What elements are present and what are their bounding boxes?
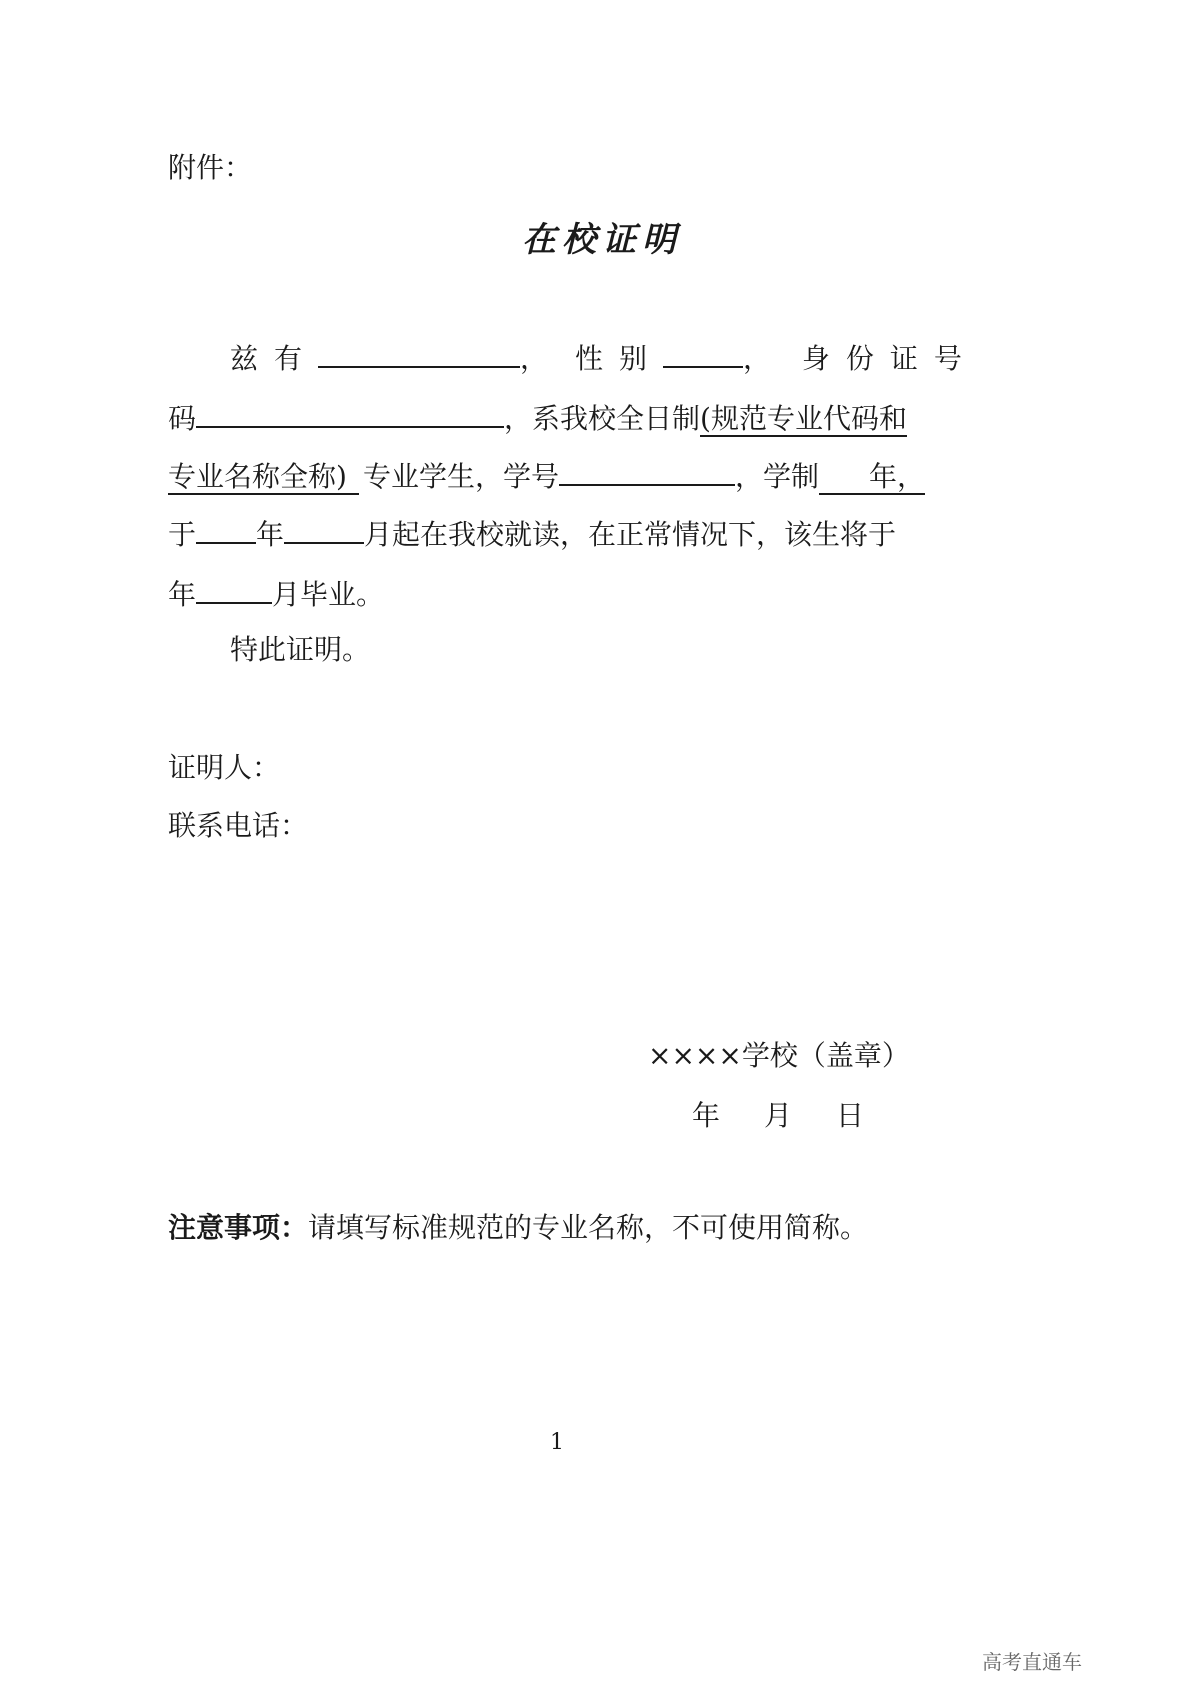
gender-blank[interactable] <box>663 336 743 368</box>
id-suffix: 码 <box>168 402 197 435</box>
duration-blank-year[interactable]: 年， <box>819 460 925 495</box>
page-number: 1 <box>550 1430 564 1455</box>
grad-sentence: 月毕业。 <box>272 578 385 611</box>
certifier-label: 证明人： <box>168 751 281 784</box>
body-line-2 <box>168 396 907 439</box>
phone-label: 联系电话： <box>168 809 309 842</box>
date-day: 日 <box>836 1099 865 1132</box>
duration-label: ，学制 <box>734 460 819 493</box>
comma: ， <box>520 342 549 375</box>
enroll-month-blank[interactable] <box>284 512 364 544</box>
note-text: 请填写标准规范的专业名称，不可使用简称。 <box>308 1211 869 1244</box>
student-id-text: 专业学生，学号 <box>362 460 559 493</box>
major-hint-part2: 专业名称全称) <box>168 460 359 495</box>
school-seal-text: ××××学校（盖章） <box>648 1039 910 1072</box>
intro-text: 兹有 <box>230 342 319 375</box>
date-year: 年 <box>692 1099 721 1132</box>
body-line-3 <box>168 454 925 497</box>
watermark-text: 高考直通车 <box>982 1650 1082 1674</box>
closing-text: 特此证明。 <box>230 633 371 666</box>
gender-label: 性别 <box>574 342 663 375</box>
enroll-sentence: 月起在我校就读，在正常情况下，该生将于 <box>364 518 897 551</box>
grad-month-blank[interactable] <box>196 572 272 604</box>
name-blank[interactable] <box>318 336 520 368</box>
major-hint-part1: (规范专业代码和 <box>700 402 907 435</box>
note-label: 注意事项： <box>168 1211 309 1244</box>
enroll-year-blank[interactable] <box>196 512 256 544</box>
body-line-4 <box>168 512 896 555</box>
id-number-blank[interactable] <box>196 396 504 428</box>
enroll-prefix: 于 <box>168 518 197 551</box>
grad-year-text: 年 <box>168 578 197 611</box>
year-text: 年 <box>256 518 285 551</box>
note <box>168 1208 868 1248</box>
body-line-1 <box>230 336 978 379</box>
body-line-5 <box>168 572 384 615</box>
signature-date <box>692 1096 864 1136</box>
full-time-text: ，系我校全日制 <box>504 402 701 435</box>
date-month: 月 <box>764 1099 793 1132</box>
id-label: 身份证号 <box>801 342 978 375</box>
student-id-blank[interactable] <box>559 454 735 486</box>
document-title: 在校证明 <box>522 220 682 260</box>
attachment-label: 附件： <box>168 151 253 184</box>
comma: ， <box>742 342 771 375</box>
